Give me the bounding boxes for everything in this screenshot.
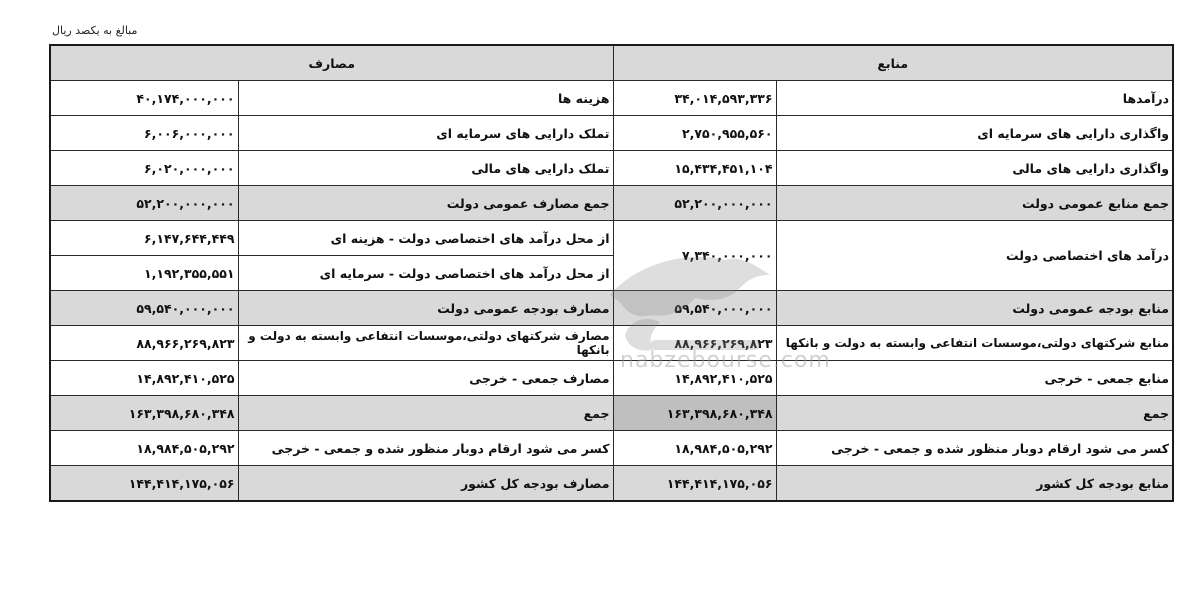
source-label: کسر می شود ارقام دوبار منظور شده و جمعی - خرجی: [776, 431, 1173, 466]
source-label: واگذاری دارایی های مالی: [776, 151, 1173, 186]
expense-value: ۵۲,۲۰۰,۰۰۰,۰۰۰: [50, 186, 238, 221]
source-label: منابع جمعی - خرجی: [776, 361, 1173, 396]
expense-label: مصارف شرکتهای دولتی،موسسات انتفاعی وابسته به دولت و بانکها: [238, 326, 613, 361]
source-value: ۱۸,۹۸۴,۵۰۵,۲۹۲: [613, 431, 776, 466]
expense-value: ۶,۱۴۷,۶۴۴,۴۴۹: [50, 221, 238, 256]
table-row: [50, 326, 1173, 361]
expense-label: جمع: [238, 396, 613, 431]
expense-label: مصارف جمعی - خرجی: [238, 361, 613, 396]
unit-note: مبالغ به یکصد ریال: [52, 24, 138, 37]
table-row: [50, 81, 1173, 116]
source-value: ۵۲,۲۰۰,۰۰۰,۰۰۰: [613, 186, 776, 221]
expense-value: ۵۹,۵۴۰,۰۰۰,۰۰۰: [50, 291, 238, 326]
sources-header: منابع: [613, 45, 1173, 81]
table-row: [50, 151, 1173, 186]
expense-label: هزینه ها: [238, 81, 613, 116]
expense-label: مصارف بودجه عمومی دولت: [238, 291, 613, 326]
source-label: واگذاری دارایی های سرمایه ای: [776, 116, 1173, 151]
header-row: [50, 45, 1173, 81]
subtotal-row: [50, 291, 1173, 326]
source-value: ۱۶۳,۳۹۸,۶۸۰,۳۴۸: [613, 396, 776, 431]
expenses-header: مصارف: [50, 45, 613, 81]
table-row: [50, 116, 1173, 151]
expense-label: جمع مصارف عمومی دولت: [238, 186, 613, 221]
subtotal-row: [50, 186, 1173, 221]
expense-label: تملک دارایی های مالی: [238, 151, 613, 186]
source-label: منابع شرکتهای دولتی،موسسات انتفاعی وابسته به دولت و بانکها: [776, 326, 1173, 361]
expense-value: ۱۸,۹۸۴,۵۰۵,۲۹۲: [50, 431, 238, 466]
expense-value: ۱۶۳,۳۹۸,۶۸۰,۳۴۸: [50, 396, 238, 431]
expense-value: ۱۴,۸۹۲,۴۱۰,۵۲۵: [50, 361, 238, 396]
expense-label: از محل درآمد های اختصاصی دولت - سرمایه ای: [238, 256, 613, 291]
table-row: [50, 431, 1173, 466]
source-value: ۸۸,۹۶۶,۲۶۹,۸۲۳: [613, 326, 776, 361]
expense-label: از محل درآمد های اختصاصی دولت - هزینه ای: [238, 221, 613, 256]
table-row: [50, 221, 1173, 256]
source-label: منابع بودجه عمومی دولت: [776, 291, 1173, 326]
expense-label: تملک دارایی های سرمایه ای: [238, 116, 613, 151]
expense-value: ۸۸,۹۶۶,۲۶۹,۸۲۳: [50, 326, 238, 361]
source-value: ۳۴,۰۱۴,۵۹۳,۳۳۶: [613, 81, 776, 116]
table-row: [50, 361, 1173, 396]
grand-total-row: [50, 466, 1173, 502]
source-value: ۱۵,۴۳۴,۴۵۱,۱۰۴: [613, 151, 776, 186]
source-label: درآمد های اختصاصی دولت: [776, 221, 1173, 291]
expense-value: ۶,۰۲۰,۰۰۰,۰۰۰: [50, 151, 238, 186]
source-value: ۱۴۴,۴۱۴,۱۷۵,۰۵۶: [613, 466, 776, 502]
budget-table: [49, 44, 1174, 502]
expense-value: ۶,۰۰۶,۰۰۰,۰۰۰: [50, 116, 238, 151]
total-row: [50, 396, 1173, 431]
expense-value: ۱۴۴,۴۱۴,۱۷۵,۰۵۶: [50, 466, 238, 502]
source-value: ۱۴,۸۹۲,۴۱۰,۵۲۵: [613, 361, 776, 396]
source-label: جمع: [776, 396, 1173, 431]
expense-label: مصارف بودجه کل کشور: [238, 466, 613, 502]
source-value: ۷,۳۴۰,۰۰۰,۰۰۰: [613, 221, 776, 291]
expense-label: کسر می شود ارقام دوبار منظور شده و جمعی - خرجی: [238, 431, 613, 466]
source-value: ۵۹,۵۴۰,۰۰۰,۰۰۰: [613, 291, 776, 326]
source-value: ۲,۷۵۰,۹۵۵,۵۶۰: [613, 116, 776, 151]
source-label: جمع منابع عمومی دولت: [776, 186, 1173, 221]
source-label: منابع بودجه کل کشور: [776, 466, 1173, 502]
expense-value: ۴۰,۱۷۴,۰۰۰,۰۰۰: [50, 81, 238, 116]
watermark-url: nabzebourse.com: [620, 348, 831, 373]
expense-value: ۱,۱۹۲,۳۵۵,۵۵۱: [50, 256, 238, 291]
source-label: درآمدها: [776, 81, 1173, 116]
